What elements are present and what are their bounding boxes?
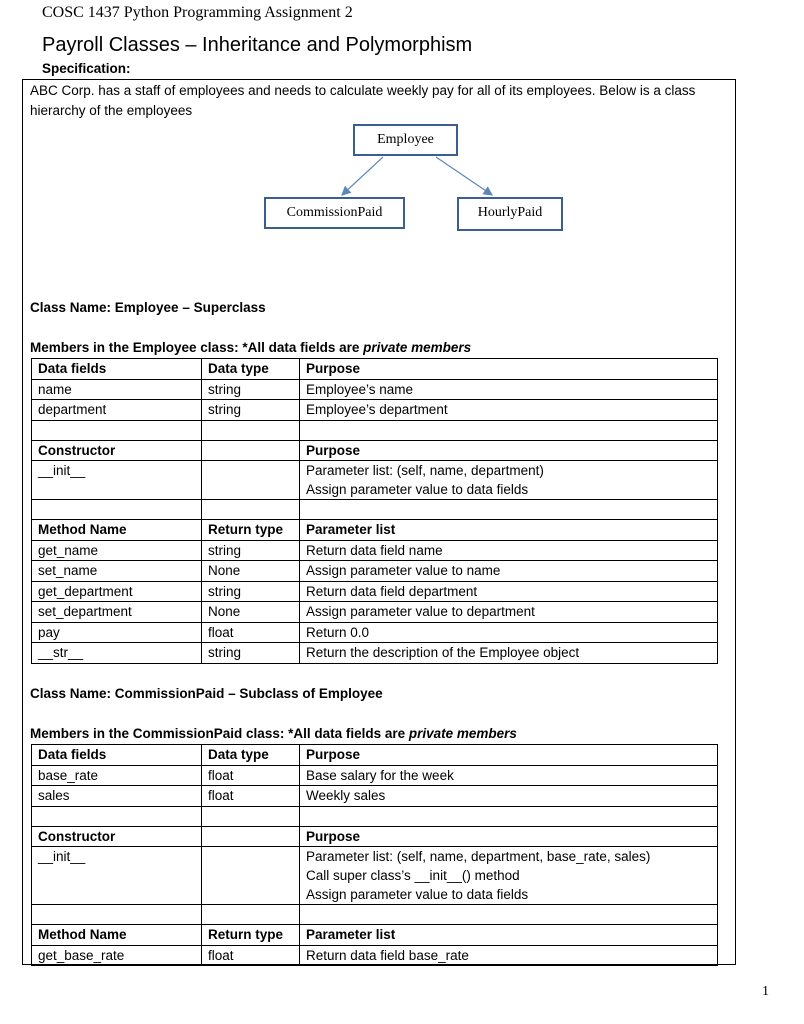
employee-class-box: Employee (353, 124, 458, 156)
commissionpaid-class-box: CommissionPaid (264, 197, 405, 229)
table-row: get_base_rate float Return data field base_rate (32, 945, 718, 966)
table-header-row: Method Name Return type Parameter list (32, 925, 718, 946)
employee-members-table (31, 358, 718, 664)
specification-label: Specification: (42, 61, 131, 76)
table-row: set_name None Assign parameter value to name (32, 561, 718, 582)
table-row: set_department None Assign parameter value to department (32, 602, 718, 623)
spacer-row (32, 905, 718, 925)
hourlypaid-class-box: HourlyPaid (457, 197, 563, 231)
table-header-row: Constructor Purpose (32, 826, 718, 847)
table-row: __init__ Parameter list: (self, name, department, base_rate, sales) Call super class’s __init__() method Assign parameter value to data fields (32, 847, 718, 905)
course-title: COSC 1437 Python Programming Assignment 2 (42, 4, 353, 21)
table-row: name string Employee’s name (32, 379, 718, 400)
table-row: base_rate float Base salary for the week (32, 765, 718, 786)
table-header-row: Constructor Purpose (32, 440, 718, 461)
spacer-row (32, 420, 718, 440)
table-row: __init__ Parameter list: (self, name, department) Assign parameter value to data fields (32, 461, 718, 500)
table-header-row: Data fields Data type Purpose (32, 745, 718, 766)
employee-members-heading: Members in the Employee class: *All data fields are private members (30, 340, 472, 355)
table-header-row: Data fields Data type Purpose (32, 359, 718, 380)
table-header-row: Method Name Return type Parameter list (32, 520, 718, 541)
intro-paragraph: ABC Corp. has a staff of employees and needs to calculate weekly pay for all of its employees. Below is a class hierarchy of the employees (30, 83, 696, 118)
employee-class-heading: Class Name: Employee – Superclass (30, 300, 266, 315)
assignment-title: Payroll Classes – Inheritance and Polymorphism (42, 34, 473, 56)
arrow-to-commissionpaid (342, 157, 383, 195)
table-row: sales float Weekly sales (32, 786, 718, 807)
commission-members-heading: Members in the CommissionPaid class: *All data fields are private members (30, 726, 517, 741)
table-row: pay float Return 0.0 (32, 622, 718, 643)
table-row: department string Employee’s department (32, 400, 718, 421)
spacer-row (32, 500, 718, 520)
commission-class-heading: Class Name: CommissionPaid – Subclass of Employee (30, 686, 383, 701)
arrow-to-hourlypaid (436, 157, 492, 195)
table-row: get_department string Return data field department (32, 581, 718, 602)
spacer-row (32, 806, 718, 826)
table-row: get_name string Return data field name (32, 540, 718, 561)
page-number: 1 (762, 984, 769, 999)
table-row: __str__ string Return the description of the Employee object (32, 643, 718, 664)
commission-members-table (31, 744, 718, 966)
